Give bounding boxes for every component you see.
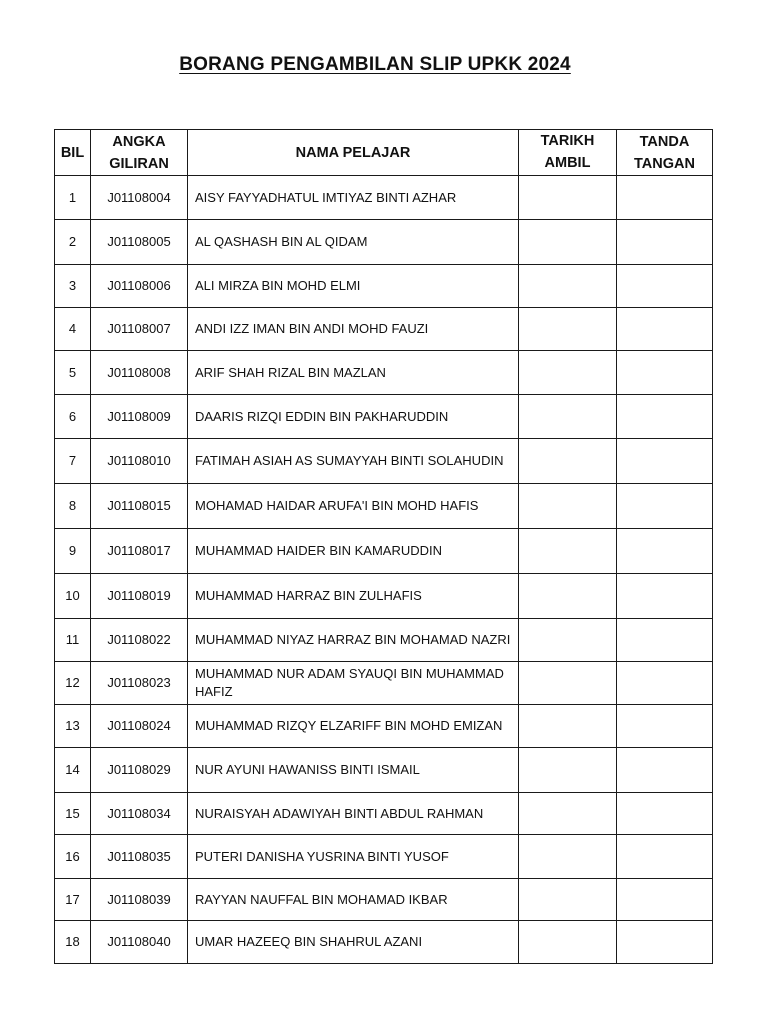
row-tanda-tangan-field[interactable] [617, 748, 713, 793]
row-angka-giliran: J01108039 [91, 879, 188, 921]
table-row [55, 176, 713, 220]
row-angka-giliran: J01108019 [91, 574, 188, 619]
table-row [55, 748, 713, 793]
row-number: 4 [55, 308, 91, 351]
row-number: 18 [55, 921, 91, 964]
row-nama-pelajar: ALI MIRZA BIN MOHD ELMI [188, 265, 519, 308]
row-tanda-tangan-field[interactable] [617, 879, 713, 921]
row-tarikh-ambil-field[interactable] [519, 748, 617, 793]
table-row [55, 879, 713, 921]
row-tanda-tangan-field[interactable] [617, 176, 713, 220]
row-nama-pelajar: PUTERI DANISHA YUSRINA BINTI YUSOF [188, 835, 519, 879]
header-tanda-line2: TANGAN [634, 155, 695, 172]
row-angka-giliran: J01108005 [91, 220, 188, 265]
row-tarikh-ambil-field[interactable] [519, 662, 617, 705]
row-tanda-tangan-field[interactable] [617, 484, 713, 529]
row-number: 9 [55, 529, 91, 574]
header-nama-pelajar: NAMA PELAJAR [188, 130, 519, 176]
row-tarikh-ambil-field[interactable] [519, 529, 617, 574]
row-tanda-tangan-field[interactable] [617, 705, 713, 748]
row-tarikh-ambil-field[interactable] [519, 308, 617, 351]
row-angka-giliran: J01108010 [91, 439, 188, 484]
row-number: 15 [55, 793, 91, 835]
table-row [55, 835, 713, 879]
row-tarikh-ambil-field[interactable] [519, 705, 617, 748]
row-nama-pelajar: DAARIS RIZQI EDDIN BIN PAKHARUDDIN [188, 395, 519, 439]
page-title: BORANG PENGAMBILAN SLIP UPKK 2024 [179, 54, 571, 75]
row-nama-pelajar: MUHAMMAD NIYAZ HARRAZ BIN MOHAMAD NAZRI [188, 619, 519, 662]
row-nama-pelajar: UMAR HAZEEQ BIN SHAHRUL AZANI [188, 921, 519, 964]
row-tanda-tangan-field[interactable] [617, 308, 713, 351]
row-nama-pelajar: MOHAMAD HAIDAR ARUFA'I BIN MOHD HAFIS [188, 484, 519, 529]
table-row [55, 529, 713, 574]
table-row [55, 619, 713, 662]
table-header-row [55, 130, 713, 176]
row-tarikh-ambil-field[interactable] [519, 619, 617, 662]
row-number: 12 [55, 662, 91, 705]
header-angka-line1: ANGKA [112, 133, 166, 150]
row-number: 2 [55, 220, 91, 265]
row-angka-giliran: J01108034 [91, 793, 188, 835]
row-tarikh-ambil-field[interactable] [519, 351, 617, 395]
student-slip-table [54, 129, 713, 964]
row-number: 11 [55, 619, 91, 662]
row-angka-giliran: J01108008 [91, 351, 188, 395]
row-tanda-tangan-field[interactable] [617, 439, 713, 484]
row-angka-giliran: J01108007 [91, 308, 188, 351]
table-row [55, 705, 713, 748]
row-tanda-tangan-field[interactable] [617, 529, 713, 574]
row-nama-pelajar: ANDI IZZ IMAN BIN ANDI MOHD FAUZI [188, 308, 519, 351]
table-row [55, 921, 713, 964]
row-number: 8 [55, 484, 91, 529]
row-tarikh-ambil-field[interactable] [519, 574, 617, 619]
row-angka-giliran: J01108024 [91, 705, 188, 748]
row-number: 7 [55, 439, 91, 484]
row-number: 1 [55, 176, 91, 220]
header-angka-line2: GILIRAN [109, 155, 169, 172]
row-number: 10 [55, 574, 91, 619]
row-tarikh-ambil-field[interactable] [519, 484, 617, 529]
header-angka-giliran [91, 130, 188, 176]
table-row [55, 484, 713, 529]
row-angka-giliran: J01108040 [91, 921, 188, 964]
row-number: 13 [55, 705, 91, 748]
table-row [55, 265, 713, 308]
row-number: 5 [55, 351, 91, 395]
row-nama-pelajar: AISY FAYYADHATUL IMTIYAZ BINTI AZHAR [188, 176, 519, 220]
row-tanda-tangan-field[interactable] [617, 619, 713, 662]
row-nama-pelajar: MUHAMMAD HARRAZ BIN ZULHAFIS [188, 574, 519, 619]
row-number: 6 [55, 395, 91, 439]
row-tarikh-ambil-field[interactable] [519, 176, 617, 220]
row-tanda-tangan-field[interactable] [617, 835, 713, 879]
table-row [55, 308, 713, 351]
row-tarikh-ambil-field[interactable] [519, 835, 617, 879]
row-number: 14 [55, 748, 91, 793]
row-tarikh-ambil-field[interactable] [519, 220, 617, 265]
row-tanda-tangan-field[interactable] [617, 220, 713, 265]
row-tanda-tangan-field[interactable] [617, 395, 713, 439]
header-tanda-tangan [617, 130, 713, 176]
row-nama-pelajar: MUHAMMAD RIZQY ELZARIFF BIN MOHD EMIZAN [188, 705, 519, 748]
row-angka-giliran: J01108015 [91, 484, 188, 529]
row-tanda-tangan-field[interactable] [617, 793, 713, 835]
row-tanda-tangan-field[interactable] [617, 921, 713, 964]
row-number: 17 [55, 879, 91, 921]
row-angka-giliran: J01108022 [91, 619, 188, 662]
row-nama-pelajar: MUHAMMAD HAIDER BIN KAMARUDDIN [188, 529, 519, 574]
table-row [55, 395, 713, 439]
table-row [55, 220, 713, 265]
table-row [55, 574, 713, 619]
row-nama-pelajar: RAYYAN NAUFFAL BIN MOHAMAD IKBAR [188, 879, 519, 921]
table-body [55, 176, 713, 964]
row-tarikh-ambil-field[interactable] [519, 265, 617, 308]
row-angka-giliran: J01108009 [91, 395, 188, 439]
header-tanda-line1: TANDA [639, 133, 690, 150]
row-nama-pelajar: NUR AYUNI HAWANISS BINTI ISMAIL [188, 748, 519, 793]
header-bil: BIL [55, 130, 91, 176]
header-tarikh-line2: AMBIL [544, 155, 591, 171]
table-row [55, 351, 713, 395]
row-angka-giliran: J01108004 [91, 176, 188, 220]
header-tarikh-line1: TARIKH [540, 133, 595, 149]
row-tarikh-ambil-field[interactable] [519, 921, 617, 964]
row-tanda-tangan-field[interactable] [617, 351, 713, 395]
row-tarikh-ambil-field[interactable] [519, 879, 617, 921]
table-row [55, 662, 713, 705]
row-nama-pelajar: AL QASHASH BIN AL QIDAM [188, 220, 519, 265]
row-angka-giliran: J01108017 [91, 529, 188, 574]
row-angka-giliran: J01108006 [91, 265, 188, 308]
header-tarikh-ambil [519, 130, 617, 176]
row-number: 3 [55, 265, 91, 308]
table-row [55, 793, 713, 835]
row-tarikh-ambil-field[interactable] [519, 395, 617, 439]
row-nama-pelajar: FATIMAH ASIAH AS SUMAYYAH BINTI SOLAHUDIN [188, 439, 519, 484]
row-tanda-tangan-field[interactable] [617, 662, 713, 705]
row-nama-pelajar: ARIF SHAH RIZAL BIN MAZLAN [188, 351, 519, 395]
row-tarikh-ambil-field[interactable] [519, 793, 617, 835]
row-angka-giliran: J01108029 [91, 748, 188, 793]
row-nama-pelajar: NURAISYAH ADAWIYAH BINTI ABDUL RAHMAN [188, 793, 519, 835]
row-tanda-tangan-field[interactable] [617, 265, 713, 308]
row-angka-giliran: J01108035 [91, 835, 188, 879]
row-tanda-tangan-field[interactable] [617, 574, 713, 619]
row-tarikh-ambil-field[interactable] [519, 439, 617, 484]
row-angka-giliran: J01108023 [91, 662, 188, 705]
row-nama-pelajar: MUHAMMAD NUR ADAM SYAUQI BIN MUHAMMAD HAFIZ [188, 662, 519, 705]
row-number: 16 [55, 835, 91, 879]
table-row [55, 439, 713, 484]
